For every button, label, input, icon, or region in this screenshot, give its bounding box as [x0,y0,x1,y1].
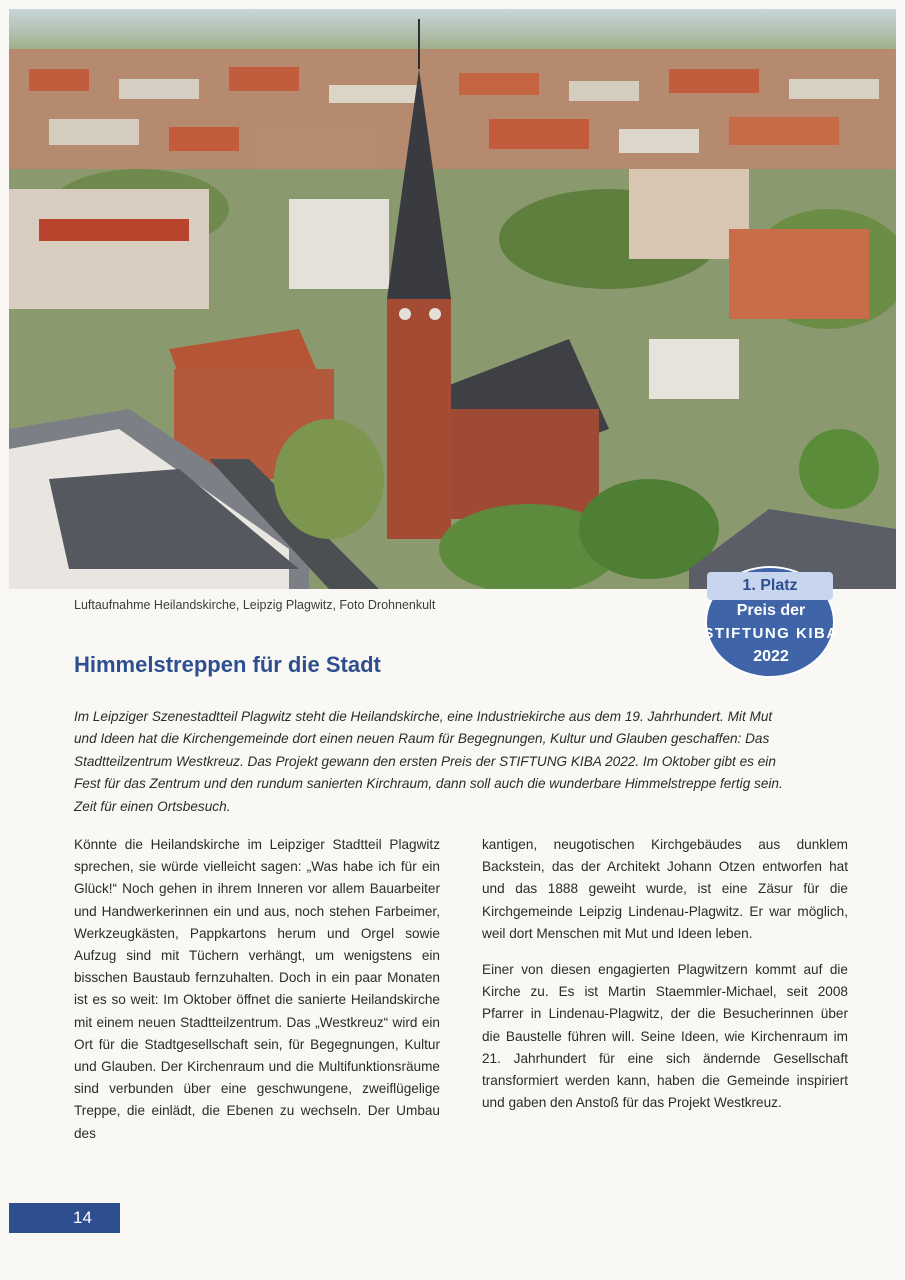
body-paragraph: Könnte die Heilandskirche im Leipziger Stadtteil Plagwitz sprechen, sie würde vielleicht sagen: „Was habe ich für ein Glück!“ Noch gehen in ihrem Inneren vor allem Bauarbeiter und Handwerkerinnen ein und aus, noch stehen Farbeimer, Werkzeugkästen, Pappkartons herum und Orgel sowie Aufzug sind mit Tüchern verhängt, um wenigstens ein bisschen Baustaub fernzuhalten. Doch in ein paar Monaten ist es so weit: Im Oktober öffnet die sanierte Heilandskirche mit einem neuen Stadtteilzentrum. Das „Westkreuz“ wird ein Ort für die Stadtgesellschaft sein, für Begegnungen, Kultur und Glauben. Der Kirchenraum und die Multifunktionsräume sind verbunden über eine geschwungene, zweiflügelige Treppe, die einlädt, die Ebenen zu wechseln. Der Umbau des [74,837,440,1141]
page-number-box [9,1203,120,1233]
body-paragraph: Einer von diesen engagierten Plagwitzern kommt auf die Kirche zu. Es ist Martin Staemmler-Michael, seit 2008 Pfarrer in Lindenau-Plagwitz, der die Besucherinnen über die Baustelle führen will. Seine Ideen, wie Kirchenraum im 21. Jahrhundert für eine sich ändernde Gesellschaft transformiert werden kann, haben die Gemeinde inspiriert und gaben den Anstoß für das Projekt Westkreuz. [482,962,848,1111]
badge-text-foundation: STIFTUNG KIBA [703,625,839,642]
article-lead: Im Leipziger Szenestadtteil Plagwitz steht die Heilandskirche, eine Industriekirche aus dem 19. Jahrhundert. Mit Mut und Ideen hat die Kirchengemeinde dort einen neuen Raum für Begegnungen, Kultur und Glauben geschaffen: Das Stadtteilzentrum Westkreuz. Das Projekt gewann den ersten Preis der STIFTUNG KIBA 2022. Im Oktober gibt es ein Fest für das Zentrum und den rundum sanierten Kirchraum, dann soll auch die wunderbare Himmelstreppe fertig sein. Zeit für einen Ortsbesuch. [74,709,783,814]
photo-caption: Luftaufnahme Heilandskirche, Leipzig Plagwitz, Foto Drohnenkult [74,598,436,612]
body-column-left [74,834,440,1159]
body-column-right [482,834,848,1128]
page-number: 14 [73,1208,92,1227]
award-badge [693,566,849,678]
badge-rank: 1. Platz [707,572,833,600]
aerial-photo-illustration [9,9,896,589]
body-paragraph: kantigen, neugotischen Kirchgebäudes aus dunklem Backstein, das der Architekt Johann Otzen entworfen hat und das 1888 geweiht wurde, ist eine Zäsur für die Kirchgemeinde Leipzig Lindenau-Plagwitz. Er war möglich, weil dort Menschen mit Mut und Ideen leben. [482,837,848,941]
article-title: Himmelstreppen für die Stadt [74,652,381,677]
badge-text-year: 2022 [753,648,789,665]
aerial-photo [9,9,896,589]
badge-text-prize: Preis der [736,602,806,619]
